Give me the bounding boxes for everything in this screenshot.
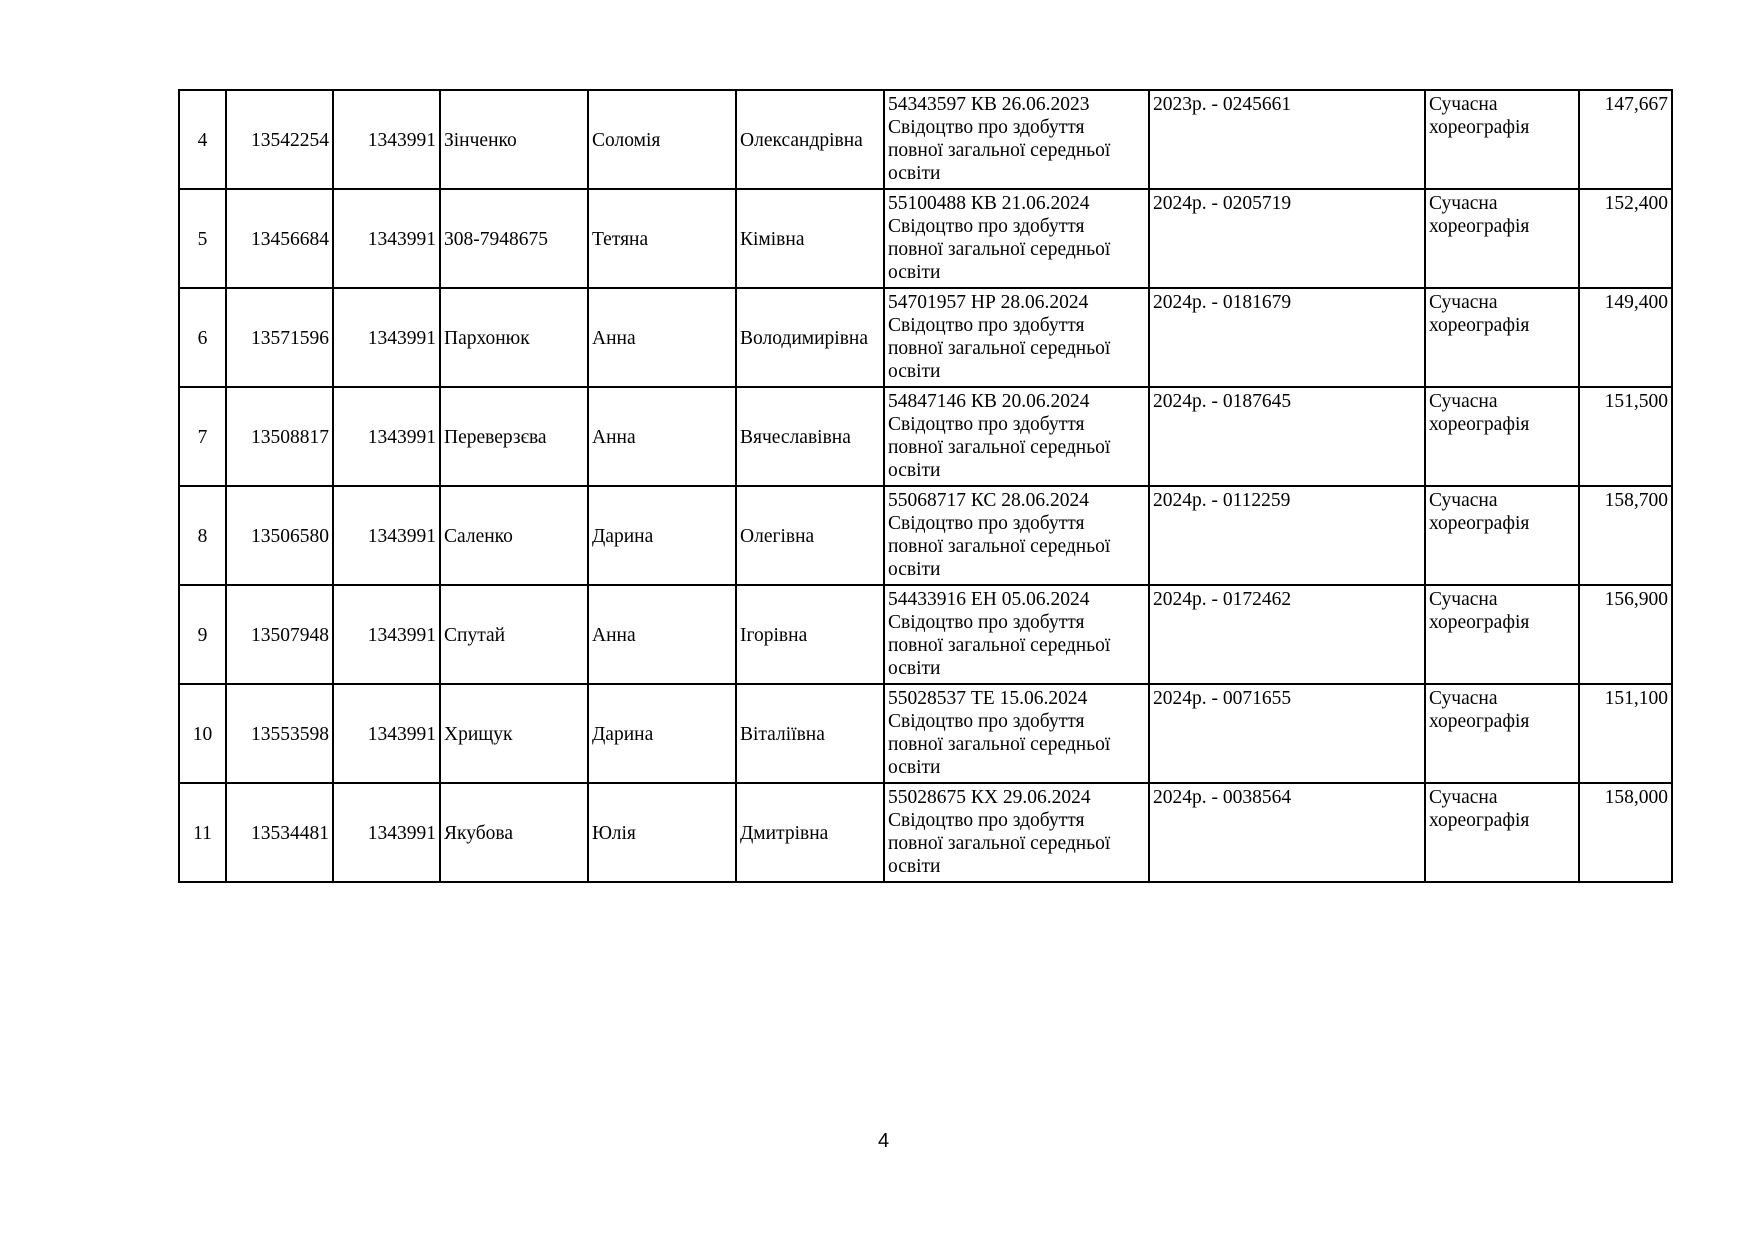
cell-first-name: Анна [588,387,736,486]
specialty-line: Сучасна [1429,490,1498,511]
cell-specialty [1425,783,1579,882]
cell-last-name: Пархонюк [440,288,588,387]
cell-last-name: Саленко [440,486,588,585]
cell-applicant-id: 13456684 [226,189,333,288]
cell-applicant-id: 13542254 [226,90,333,189]
cell-first-name: Анна [588,585,736,684]
doc-number-line: 55100488 КВ 21.06.2024 [888,193,1090,214]
cell-score: 156,900 [1579,585,1672,684]
cell-program-code: 1343991 [333,90,440,189]
specialty-line: Сучасна [1429,292,1498,313]
cell-education-document [884,288,1149,387]
cell-row-number: 9 [179,585,226,684]
cell-education-document [884,189,1149,288]
doc-type-line: освіти [888,361,941,382]
table-row [179,387,1672,486]
cell-applicant-id: 13553598 [226,684,333,783]
cell-applicant-id: 13506580 [226,486,333,585]
cell-education-document [884,387,1149,486]
doc-type-line: Свідоцтво про здобуття [888,513,1085,534]
cell-row-number: 6 [179,288,226,387]
cell-first-name: Соломія [588,90,736,189]
specialty-line: хореографія [1429,216,1530,237]
doc-type-line: освіти [888,262,941,283]
cell-row-number: 7 [179,387,226,486]
specialty-line: хореографія [1429,315,1530,336]
specialty-line: хореографія [1429,612,1530,633]
doc-type-line: Свідоцтво про здобуття [888,711,1085,732]
cell-specialty [1425,288,1579,387]
cell-specialty [1425,387,1579,486]
specialty-line: хореографія [1429,117,1530,138]
cell-score: 151,100 [1579,684,1672,783]
table-row [179,189,1672,288]
cell-program-code: 1343991 [333,684,440,783]
doc-type-line: Свідоцтво про здобуття [888,612,1085,633]
table-row [179,486,1672,585]
cell-score: 152,400 [1579,189,1672,288]
cell-patronymic: Олександрівна [736,90,884,189]
cell-row-number: 4 [179,90,226,189]
cell-education-document [884,90,1149,189]
cell-applicant-id: 13571596 [226,288,333,387]
cell-row-number: 10 [179,684,226,783]
cell-applicant-id: 13534481 [226,783,333,882]
specialty-line: Сучасна [1429,589,1498,610]
doc-type-line: повної загальної середньої [888,437,1111,458]
cell-education-document [884,783,1149,882]
cell-specialty [1425,486,1579,585]
doc-number-line: 54343597 КВ 26.06.2023 [888,94,1090,115]
cell-education-document [884,684,1149,783]
doc-type-line: повної загальної середньої [888,536,1111,557]
cell-certificate: 2024р. - 0172462 [1149,585,1425,684]
cell-row-number: 11 [179,783,226,882]
cell-education-document [884,585,1149,684]
cell-certificate: 2024р. - 0071655 [1149,684,1425,783]
cell-first-name: Юлія [588,783,736,882]
cell-first-name: Тетяна [588,189,736,288]
table-row [179,288,1672,387]
applicants-table [178,89,1673,883]
cell-program-code: 1343991 [333,486,440,585]
doc-type-line: освіти [888,460,941,481]
cell-patronymic: Вячеславівна [736,387,884,486]
specialty-line: хореографія [1429,711,1530,732]
table-row [179,684,1672,783]
cell-first-name: Анна [588,288,736,387]
doc-number-line: 55068717 КС 28.06.2024 [888,490,1090,511]
cell-certificate: 2024р. - 0187645 [1149,387,1425,486]
cell-patronymic: Кімівна [736,189,884,288]
cell-program-code: 1343991 [333,585,440,684]
cell-specialty [1425,585,1579,684]
doc-type-line: освіти [888,163,941,184]
cell-applicant-id: 13508817 [226,387,333,486]
cell-score: 158,700 [1579,486,1672,585]
cell-program-code: 1343991 [333,288,440,387]
cell-patronymic: Дмитрівна [736,783,884,882]
cell-applicant-id: 13507948 [226,585,333,684]
cell-patronymic: Володимирівна [736,288,884,387]
doc-type-line: Свідоцтво про здобуття [888,810,1085,831]
cell-last-name: Переверзєва [440,387,588,486]
cell-score: 151,500 [1579,387,1672,486]
doc-type-line: освіти [888,559,941,580]
specialty-line: хореографія [1429,810,1530,831]
table-row [179,783,1672,882]
cell-specialty [1425,684,1579,783]
specialty-line: Сучасна [1429,193,1498,214]
specialty-line: хореографія [1429,414,1530,435]
applicants-table-body [179,90,1672,882]
doc-number-line: 55028537 ТЕ 15.06.2024 [888,688,1088,709]
cell-certificate: 2023р. - 0245661 [1149,90,1425,189]
cell-program-code: 1343991 [333,189,440,288]
table-row [179,90,1672,189]
cell-last-name: Якубова [440,783,588,882]
cell-last-name: Зінченко [440,90,588,189]
doc-number-line: 54847146 КВ 20.06.2024 [888,391,1090,412]
doc-type-line: освіти [888,757,941,778]
page-number: 4 [877,1130,890,1152]
cell-score: 158,000 [1579,783,1672,882]
doc-type-line: Свідоцтво про здобуття [888,315,1085,336]
cell-patronymic: Олегівна [736,486,884,585]
cell-last-name: Хрищук [440,684,588,783]
doc-type-line: повної загальної середньої [888,239,1111,260]
cell-specialty [1425,90,1579,189]
doc-number-line: 54701957 НР 28.06.2024 [888,292,1089,313]
cell-patronymic: Ігорівна [736,585,884,684]
doc-type-line: повної загальної середньої [888,734,1111,755]
cell-score: 149,400 [1579,288,1672,387]
cell-last-name: 308-7948675 [440,189,588,288]
doc-type-line: повної загальної середньої [888,338,1111,359]
table-row [179,585,1672,684]
cell-specialty [1425,189,1579,288]
cell-first-name: Дарина [588,486,736,585]
doc-type-line: Свідоцтво про здобуття [888,414,1085,435]
cell-first-name: Дарина [588,684,736,783]
cell-certificate: 2024р. - 0038564 [1149,783,1425,882]
cell-last-name: Спутай [440,585,588,684]
specialty-line: хореографія [1429,513,1530,534]
cell-certificate: 2024р. - 0205719 [1149,189,1425,288]
doc-number-line: 55028675 КХ 29.06.2024 [888,787,1091,808]
doc-number-line: 54433916 ЕН 05.06.2024 [888,589,1090,610]
doc-type-line: освіти [888,658,941,679]
doc-type-line: повної загальної середньої [888,833,1111,854]
cell-education-document [884,486,1149,585]
cell-score: 147,667 [1579,90,1672,189]
cell-program-code: 1343991 [333,387,440,486]
specialty-line: Сучасна [1429,688,1498,709]
doc-type-line: повної загальної середньої [888,140,1111,161]
doc-type-line: Свідоцтво про здобуття [888,117,1085,138]
specialty-line: Сучасна [1429,787,1498,808]
cell-certificate: 2024р. - 0112259 [1149,486,1425,585]
doc-type-line: повної загальної середньої [888,635,1111,656]
cell-program-code: 1343991 [333,783,440,882]
doc-type-line: Свідоцтво про здобуття [888,216,1085,237]
specialty-line: Сучасна [1429,391,1498,412]
cell-row-number: 8 [179,486,226,585]
cell-certificate: 2024р. - 0181679 [1149,288,1425,387]
cell-patronymic: Віталіївна [736,684,884,783]
cell-row-number: 5 [179,189,226,288]
doc-type-line: освіти [888,856,941,877]
specialty-line: Сучасна [1429,94,1498,115]
